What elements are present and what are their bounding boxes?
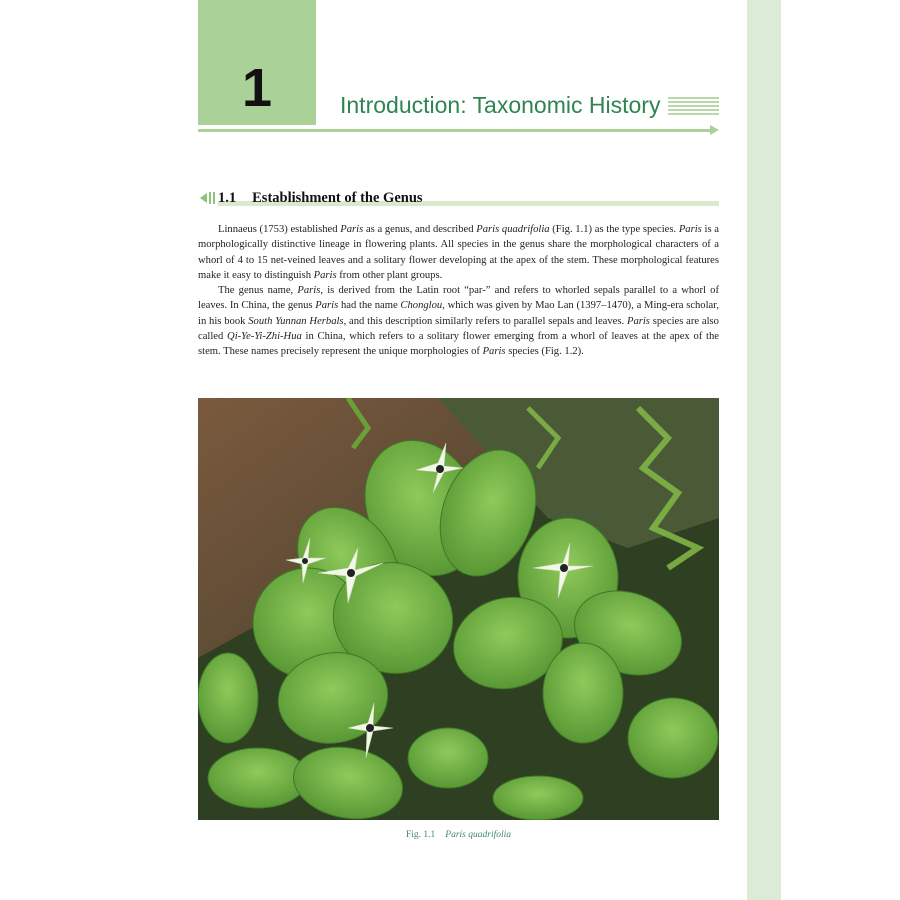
text-run: species (Fig. 1.2). xyxy=(505,346,584,358)
italic-term: Paris xyxy=(315,300,339,312)
text-run: , and this description similarly refers to parallel sepals and leaves. xyxy=(343,315,627,327)
figure-caption-text: Paris quadrifolia xyxy=(445,830,512,840)
italic-term: Paris xyxy=(678,224,702,235)
section-number: 1.1 xyxy=(218,190,237,206)
figure-label: Fig. 1.1 xyxy=(405,830,436,840)
text-run: from other plant groups. xyxy=(336,269,443,281)
text-run: Linnaeus (1753) established xyxy=(218,224,341,235)
section-marker-bar xyxy=(213,192,215,204)
text-run: in China, which refers to a solitary flower emerging from a whorl of leaves at the apex of the stem. These names precisely represent the unique morphologies of xyxy=(198,331,719,358)
section-marker-icon xyxy=(200,193,207,203)
text-run: as a genus, and described xyxy=(363,224,477,235)
text-run: , is derived from the Latin root “par-” and refers to whorled sepals parallel to a whorl of leaves. In China, the genus xyxy=(198,285,719,312)
paragraph xyxy=(198,222,719,283)
italic-term: Paris xyxy=(626,315,650,327)
italic-term: Paris xyxy=(313,269,337,281)
title-stripes-decoration xyxy=(668,97,719,117)
figure-photo-paris-quadrifolia xyxy=(198,398,719,820)
text-run: , which was given by Mao Lan (1397–1470), a Ming-era scholar, in his book xyxy=(198,300,720,327)
paragraph xyxy=(198,283,719,359)
italic-term: Paris quadrifolia xyxy=(476,224,550,235)
chapter-number: 1 xyxy=(241,58,273,118)
title-arrow-icon xyxy=(710,125,719,135)
figure-caption xyxy=(198,830,719,840)
section-title: Establishment of the Genus xyxy=(252,190,423,206)
italic-term: Paris xyxy=(297,285,321,297)
chapter-title: Introduction: Taxonomic History xyxy=(340,92,661,118)
body-text xyxy=(198,222,719,360)
section-marker-bar xyxy=(209,192,211,204)
italic-term: Paris xyxy=(482,346,506,358)
italic-term: Qi-Ye-Yi-Zhi-Hua xyxy=(227,331,302,343)
italic-term: South Yunnan Herbals xyxy=(248,315,344,327)
text-run: had the name xyxy=(338,300,401,312)
italic-term: Paris xyxy=(340,224,364,235)
text-run: The genus name, xyxy=(218,285,298,297)
italic-term: Chonglou xyxy=(400,300,443,312)
title-rule xyxy=(198,129,710,132)
text-run: is a morphologically distinctive lineage in flowering plants. All species in the genus share the morphological characters of a whorl of 4 to 15 net-veined leaves and a solitary flower developing at the apex of the stem. These morphological features make it easy to distinguish xyxy=(198,224,719,281)
section-heading xyxy=(218,189,423,207)
text-run: species are also called xyxy=(198,315,719,343)
text-run: (Fig. 1.1) as the type species. xyxy=(549,224,679,235)
side-margin-strip xyxy=(747,0,781,900)
